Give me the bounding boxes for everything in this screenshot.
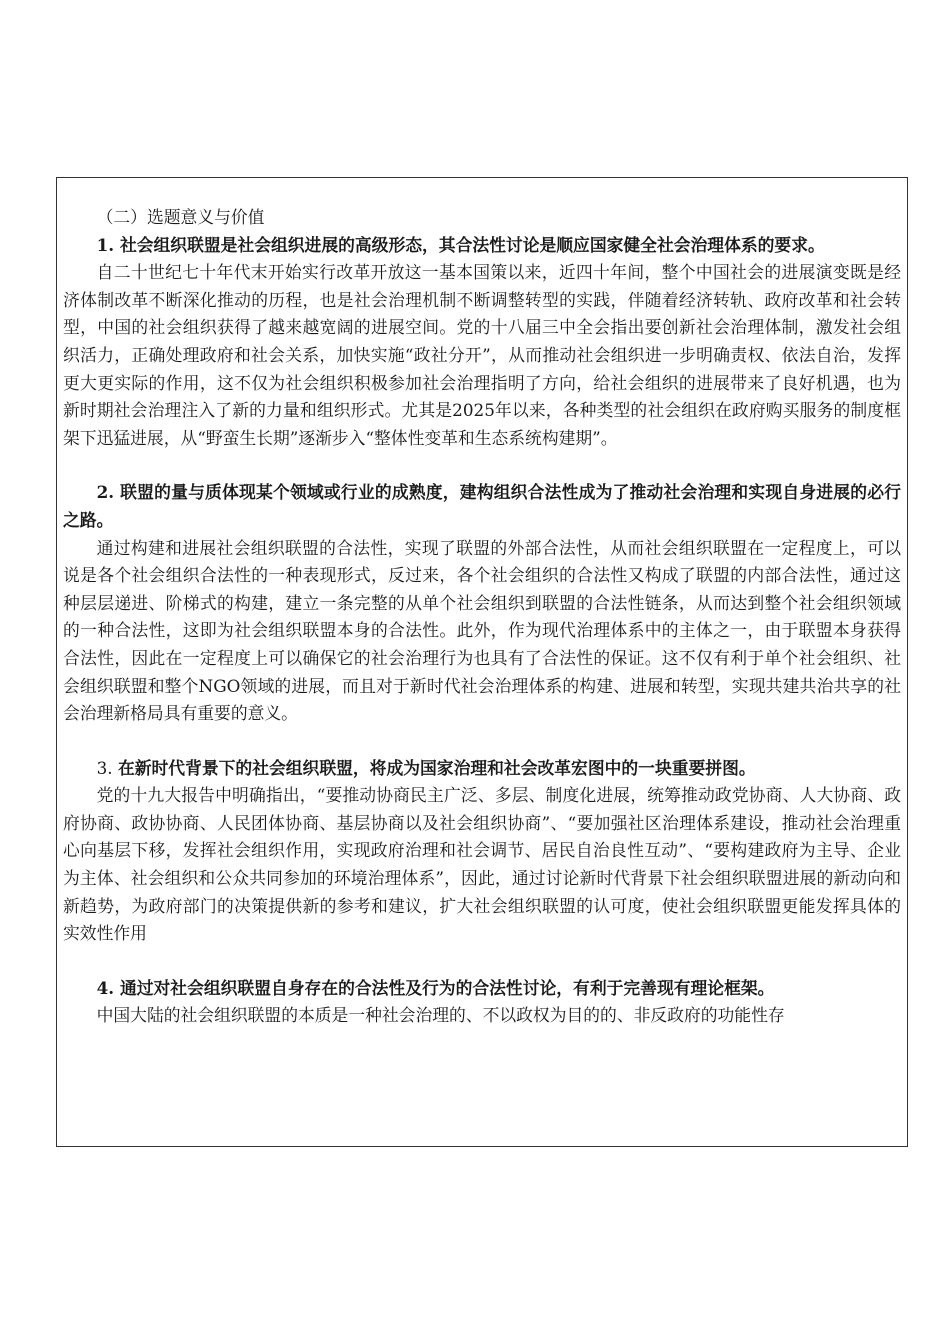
point-3-heading-text: 在新时代背景下的社会组织联盟，将成为国家治理和社会改革宏图中的一块重要拼图。 [117,757,756,778]
spacer [63,728,901,755]
point-3-heading [63,755,901,783]
spacer [63,948,901,975]
point-4-heading: 4. 通过对社会组织联盟自身存在的合法性及行为的合法性讨论，有利于完善现有理论框架。 [96,977,775,998]
point-2-body: 通过构建和进展社会组织联盟的合法性，实现了联盟的外部合法性，从而社会组织联盟在一定程度上，可以说是各个社会组织合法性的一种表现形式，反过来，各个社会组织的合法性又构成了联盟的内部合法性，通过这种层层递进、阶梯式的构建，建立一条完整的从单个社会组织到联盟的合法性链条，从而达到整个社会组织领域的一种合法性，这即为社会组织联盟本身的合法性。此外，作为现代治理体系中的主体之一，由于联盟本身获得合法性，因此在一定程度上可以确保它的社会治理行为也具有了合法性的保证。这不仅有利于单个社会组织、社会组织联盟和整个NGO领域的进展，而且对于新时代社会治理体系的构建、进展和转型，实现共建共治共享的社会治理新格局具有重要的意义。 [63,537,901,724]
point-3-body: 党的十九大报告中明确指出，“要推动协商民主广泛、多层、制度化进展，统筹推动政党协商、人大协商、政府协商、政协协商、人民团体协商、基层协商以及社会组织协商”、“要加强社区治理体系建设，推动社会治理重心向基层下移，发挥社会组织作用，实现政府治理和社会调节、居民自治良性互动”、“要构建政府为主导、企业为主体、社会组织和公众共同参加的环境治理体系”，因此，通过讨论新时代背景下社会组织联盟进展的新动向和新趋势，为政府部门的决策提供新的参考和建议，扩大社会组织联盟的认可度，使社会组织联盟更能发挥具体的实效性作用 [63,785,901,944]
point-2-heading: 2. 联盟的量与质体现某个领域或行业的成熟度，建构组织合法性成为了推动社会治理和实现自身进展的必行之路。 [63,482,901,530]
section-title: （二）选题意义与价值 [96,207,265,227]
spacer [63,452,901,479]
content-frame [56,177,908,1147]
point-3-number: 3. [96,757,118,778]
point-1-body: 自二十世纪七十年代末开始实行改革开放这一基本国策以来，近四十年间，整个中国社会的进展演变既是经济体制改革不断深化推动的历程，也是社会治理机制不断调整转型的实践，伴随着经济转轨、政府改革和社会转型，中国的社会组织获得了越来越宽阔的进展空间。党的十八届三中全会指出要创新社会治理体制，激发社会组织活力，正确处理政府和社会关系，加快实施“政社分开”，从而推动社会组织进一步明确责权、依法自治，发挥更大更实际的作用，这不仅为社会组织积极参加社会治理指明了方向，给社会组织的进展带来了良好机遇，也为新时期社会治理注入了新的力量和组织形式。尤其是2025年以来，各种类型的社会组织在政府购买服务的制度框架下迅猛进展，从“野蛮生长期”逐渐步入“整体性变革和生态系统构建期”。 [63,262,901,448]
point-4-body: 中国大陆的社会组织联盟的本质是一种社会治理的、不以政权为目的的、非反政府的功能性存 [96,1005,785,1026]
document-content [63,204,901,1030]
point-1-heading: 1. 社会组织联盟是社会组织进展的高级形态，其合法性讨论是顺应国家健全社会治理体系的要求。 [96,234,825,255]
